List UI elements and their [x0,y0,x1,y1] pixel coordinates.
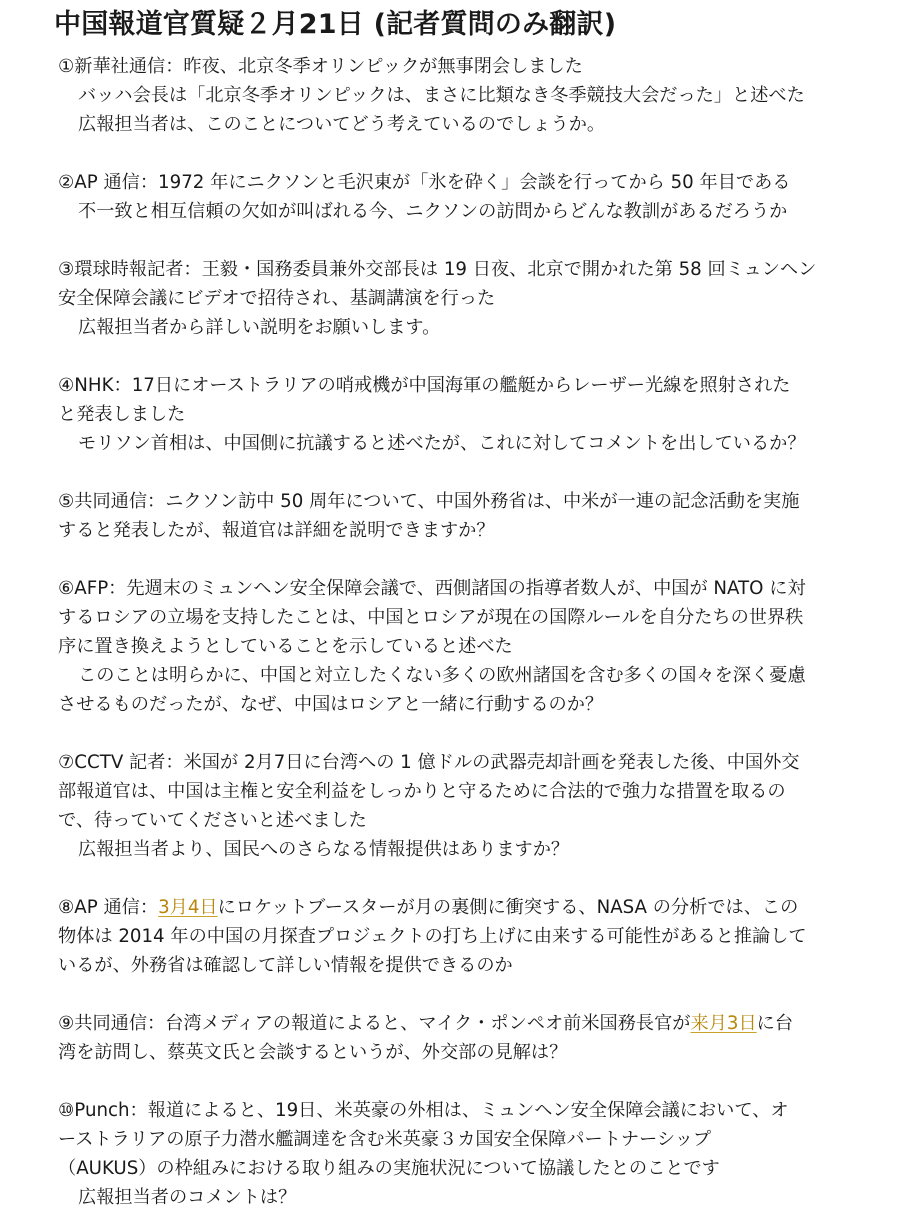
question-line: ④NHK：17日にオーストラリアの哨戒機が中国海軍の艦艇からレーザー光線を照射された [58,375,791,396]
line-text: に台 [756,1013,794,1034]
question-item [58,893,886,980]
question-line: 安全保障会議にビデオで招待され、基調講演を行った [58,288,496,309]
question-line: するロシアの立場を支持したことは、中国とロシアが現在の国際ルールを自分たちの世界秩 [58,607,804,628]
question-list [58,52,886,1212]
question-item [58,255,886,342]
question-item [58,748,886,864]
question-line: 湾を訪問し、蔡英文氏と会談するというが、外交部の見解は？ [58,1042,568,1063]
question-line: ③環球時報記者：王毅・国務委員兼外交部長は 19 日夜、北京で開かれた第 58 回ミュンヘン [58,259,817,280]
question-line [58,1009,886,1038]
question-line: 広報担当者は、このことについてどう考えているのでしょうか。 [78,114,606,135]
date-link[interactable]: 来月3日 [690,1013,757,1034]
question-line: 広報担当者より、国民へのさらなる情報提供はありますか？ [78,839,570,860]
question-item [58,371,886,458]
question-line: モリソン首相は、中国側に抗議すると述べたが、これに対してコメントを出しているか？ [78,433,806,454]
date-link[interactable]: 3月4日 [158,897,218,918]
question-line: で、待っていてくださいと述べました [58,810,367,831]
line-text: ⑨共同通信：台湾メディアの報道によると、マイク・ポンペオ前米国務長官が [58,1013,691,1034]
question-line: ⑦CCTV 記者：米国が 2月7日に台湾への 1 億ドルの武器売却計画を発表した後、中国外交 [58,752,800,773]
question-line: 物体は 2014 年の中国の月探査プロジェクトの打ち上げに由来する可能性があると推論して [58,926,807,947]
question-item [58,168,886,226]
question-line: と発表しました [58,404,186,425]
question-line: すると発表したが、報道官は詳細を説明できますか？ [58,520,495,541]
line-text: にロケットブースターが月の裏側に衝突する、NASA の分析では、この [217,897,799,918]
question-line: ①新華社通信：昨夜、北京冬季オリンピックが無事閉会しました [58,56,583,77]
question-item [58,487,886,545]
question-line: バッハ会長は「北京冬季オリンピックは、まさに比類なき冬季競技大会だった」と述べた [78,85,805,106]
question-line: ②AP 通信：1972 年にニクソンと毛沢東が「氷を砕く」会談を行ってから 50 年目である [58,172,791,193]
question-item [58,1009,886,1067]
question-line: （AUKUS）の枠組みにおける取り組みの実施状況について協議したとのことです [58,1158,720,1179]
line-text: ⑧AP 通信： [58,897,159,918]
question-item [58,574,886,719]
question-line: させるものだったが、なぜ、中国はロシアと一緒に行動するのか？ [58,694,604,715]
question-item [58,52,886,139]
question-line: このことは明らかに、中国と対立したくない多くの欧州諸国を含む多くの国々を深く憂慮 [78,665,806,686]
document-title: 中国報道官質疑２月21日 (記者質問のみ翻訳) [54,9,617,40]
question-item [58,1096,886,1212]
question-line: ⑤共同通信：ニクソン訪中 50 周年について、中国外務省は、中米が一連の記念活動を実施 [58,491,800,512]
question-line: 広報担当者のコメントは？ [78,1187,297,1208]
question-line: 序に置き換えようとしていることを示していると述べた [58,636,513,657]
question-line: ⑩Punch：報道によると、19日、米英豪の外相は、ミュンヘン安全保障会議において、オ [58,1100,789,1121]
question-line: ⑥AFP：先週末のミュンヘン安全保障会議で、西側諸国の指導者数人が、中国が NATO に対 [58,578,806,599]
question-line: 不一致と相互信頼の欠如が叫ばれる今、ニクソンの訪問からどんな教訓があるだろうか [78,201,788,222]
question-line: 広報担当者から詳しい説明をお願いします。 [78,317,441,338]
question-line: いるが、外務省は確認して詳しい情報を提供できるのか [58,955,513,976]
question-line: 部報道官は、中国は主権と安全利益をしっかりと守るために合法的で強力な措置を取るの [58,781,786,802]
question-line [58,893,886,922]
question-line: ーストラリアの原子力潜水艦調達を含む米英豪３カ国安全保障パートナーシップ [58,1129,712,1150]
